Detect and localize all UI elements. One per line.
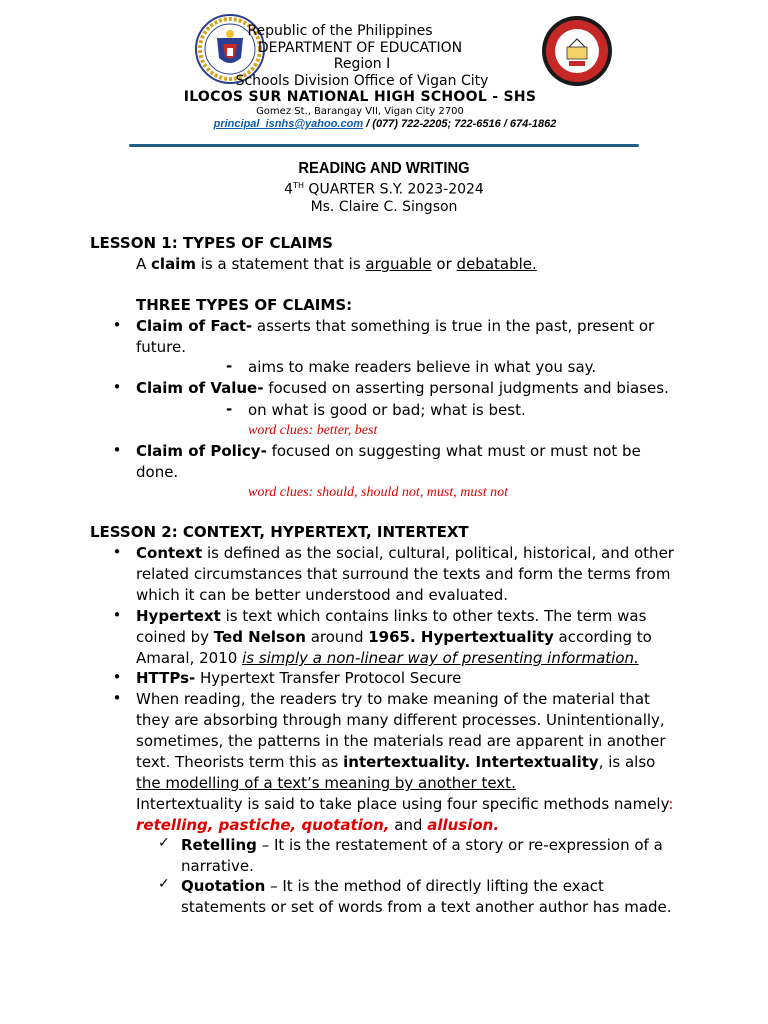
dash-icon: - xyxy=(226,357,233,375)
claim-policy-item: Claim of Policy- focused on suggesting what must or must not be xyxy=(136,442,641,460)
email-link[interactable]: principal_isnhs@yahoo.com xyxy=(213,118,364,130)
policy-word-clues: word clues: should, should not, must, must not xyxy=(248,485,509,500)
claim-value-item: Claim of Value- focused on asserting personal judgments and biases. xyxy=(136,379,669,397)
header-address: Gomez St., Barangay VII, Vigan City 2700 xyxy=(256,106,464,117)
claim-fact-item: Claim of Fact- asserts that something is true in the past, present or xyxy=(136,317,655,335)
quarter-line: 4TH QUARTER S.Y. 2023-2024 xyxy=(284,181,484,198)
bullet-icon: • xyxy=(112,668,122,686)
header-school-name: ILOCOS SUR NATIONAL HIGH SCHOOL - SHS xyxy=(183,89,537,105)
types-heading: THREE TYPES OF CLAIMS: xyxy=(136,296,353,314)
header-contact xyxy=(120,118,650,130)
bullet-icon: • xyxy=(112,441,122,459)
https-item: HTTPs- Hypertext Transfer Protocol Secure xyxy=(136,669,462,687)
intertext-methods: retelling, pastiche, quotation, and allusion. xyxy=(136,816,500,834)
context-item: Context is defined as the social, cultural, political, historical, and other xyxy=(136,544,674,562)
intertext-cont: Intertextuality is said to take place using four specific methods namely: xyxy=(136,795,674,813)
header-phones: / (077) 722-2205; 722-6516 / 674-1862 xyxy=(363,118,557,130)
value-word-clues: word clues: better, best xyxy=(248,423,378,438)
hypertext-cont: coined by Ted Nelson around 1965. Hypertextuality according to xyxy=(136,628,652,646)
claim-definition: A claim is a statement that is arguable or debatable. xyxy=(136,255,537,273)
claim-fact-cont: future. xyxy=(136,338,187,356)
header-division: Schools Division Office of Vigan City xyxy=(235,73,489,89)
intertext-cont: the modelling of a text’s meaning by another text. xyxy=(136,774,516,792)
quotation-cont: statements or set of words from a text another author has made. xyxy=(181,898,672,916)
bullet-icon: • xyxy=(112,378,122,396)
quotation-item: Quotation – It is the method of directly lifting the exact xyxy=(181,877,604,895)
dash-icon: - xyxy=(226,400,233,418)
checkmark-icon: ✓ xyxy=(158,835,170,851)
lesson2-heading: LESSON 2: CONTEXT, HYPERTEXT, INTERTEXT xyxy=(90,523,469,541)
bullet-icon: • xyxy=(112,606,122,624)
hypertext-cont: Amaral, 2010 is simply a non-linear way of presenting information. xyxy=(136,649,639,667)
intertext-cont: sometimes, the patterns in the materials read are apparent in another xyxy=(136,732,666,750)
claim-policy-cont: done. xyxy=(136,463,179,481)
hypertext-item: Hypertext is text which contains links to other texts. The term was xyxy=(136,607,647,625)
intertext-cont: they are absorbing through many different processes. Unintentionally, xyxy=(136,711,665,729)
intertext-cont: text. Theorists term this as intertextuality. Intertextuality, is also xyxy=(136,753,656,771)
header-republic: Republic of the Philippines xyxy=(247,23,433,39)
header-divider xyxy=(129,144,639,147)
claim-value-dash: on what is good or bad; what is best. xyxy=(248,401,526,419)
context-cont: which it can be better understood and evaluated. xyxy=(136,586,509,604)
teacher-name: Ms. Claire C. Singson xyxy=(310,199,458,215)
retelling-cont: narrative. xyxy=(181,857,254,875)
bullet-icon: • xyxy=(112,543,122,561)
retelling-item: Retelling – It is the restatement of a story or re-expression of a xyxy=(181,836,663,854)
claim-fact-dash: aims to make readers believe in what you say. xyxy=(248,358,597,376)
bullet-icon: • xyxy=(112,316,122,334)
bullet-icon: • xyxy=(112,689,122,707)
intertext-item: When reading, the readers try to make meaning of the material that xyxy=(136,690,650,708)
page-title: READING AND WRITING xyxy=(298,160,470,177)
lesson1-heading: LESSON 1: TYPES OF CLAIMS xyxy=(90,234,333,252)
checkmark-icon: ✓ xyxy=(158,876,170,892)
header-deped: DEPARTMENT OF EDUCATION xyxy=(257,40,463,56)
header-region: Region I xyxy=(333,56,391,72)
context-cont: related circumstances that surround the texts and form the terms from xyxy=(136,565,671,583)
